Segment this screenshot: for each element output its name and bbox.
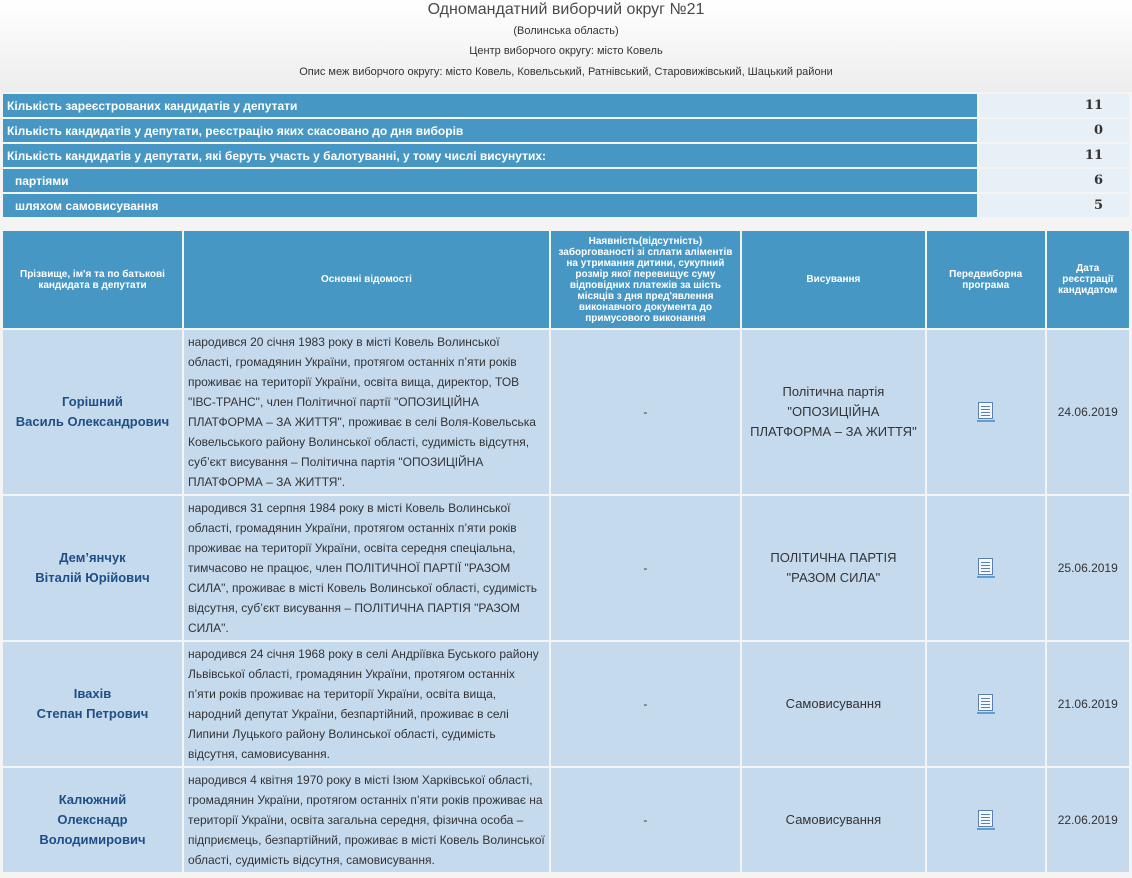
- summary-label: Кількість кандидатів у депутати, які беруть участь у балотуванні, у тому числі висунутих:: [3, 144, 977, 167]
- candidate-surname: Івахів: [73, 686, 112, 701]
- region-subtitle: (Волинська область): [513, 25, 619, 37]
- candidate-given-names: Василь Олександрович: [15, 414, 170, 429]
- program-link[interactable]: [977, 810, 995, 830]
- candidate-info: народився 31 серпня 1984 року в місті Ковель Волинської області, громадянин України, протягом останніх п’яти років проживає на території України, освіта середня спеціальна, тимчасово не працює, член ПОЛІТИЧНОЇ ПАРТІЇ "РАЗОМ СИЛА", проживає в місті Ковель Волинської області, судимість відсутня, суб’єкт висування – ПОЛІТИЧНА ПАРТІЯ "РАЗОМ СИЛА".: [184, 496, 549, 640]
- candidate-nomination: ПОЛІТИЧНА ПАРТІЯ "РАЗОМ СИЛА": [742, 496, 925, 640]
- candidate-info: народився 20 січня 1983 року в місті Ковель Волинської області, громадянин України, протягом останніх п’яти років проживає на території України, освіта вища, директор, ТОВ "ІВС-ТРАНС", член Політичної партії "ОПОЗИЦІЙНА ПЛАТФОРМА – ЗА ЖИТТЯ", проживає в селі Воля-Ковельська Ковельського району Волинської області, судимість відсутня, суб’єкт висування – Політична партія "ОПОЗИЦІЙНА ПЛАТФОРМА – ЗА ЖИТТЯ".: [184, 330, 549, 494]
- summary-row: [3, 169, 1129, 192]
- candidate-debt: -: [551, 768, 740, 872]
- summary-value: 5: [979, 194, 1129, 217]
- registration-date: 21.06.2019: [1047, 642, 1129, 766]
- candidate-debt: -: [551, 330, 740, 494]
- registration-date: 25.06.2019: [1047, 496, 1129, 640]
- column-header-info: Основні відомості: [184, 231, 549, 328]
- candidate-name[interactable]: [3, 768, 182, 872]
- candidate-given-names: Віталій Юрійович: [35, 570, 150, 585]
- candidate-surname: Горішний: [62, 394, 123, 409]
- summary-table: [1, 92, 1131, 219]
- program-link[interactable]: [977, 402, 995, 422]
- document-icon: [978, 694, 993, 711]
- district-bounds: Опис меж виборчого округу: місто Ковель, Ковельський, Ратнівський, Старовижівський, Шацький райони: [299, 66, 833, 78]
- candidate-info: народився 24 січня 1968 року в селі Андріївка Буського району Львівської області, громадянин України, протягом останніх п’яти років проживає на території України, освіта вища, народний депутат України, безпартійний, проживає в селі Липини Луцького району Волинської області, судимість відсутня, самовисування.: [184, 642, 549, 766]
- candidate-nomination: Самовисування: [742, 642, 925, 766]
- program-cell: [927, 330, 1045, 494]
- candidate-name[interactable]: [3, 496, 182, 640]
- candidate-name[interactable]: [3, 642, 182, 766]
- registration-date: 22.06.2019: [1047, 768, 1129, 872]
- summary-value: 11: [979, 94, 1129, 117]
- registration-date: 24.06.2019: [1047, 330, 1129, 494]
- summary-row: [3, 94, 1129, 117]
- table-row: [3, 496, 1129, 640]
- document-icon: [978, 558, 993, 575]
- summary-row: [3, 144, 1129, 167]
- summary-value: 6: [979, 169, 1129, 192]
- district-center: Центр виборчого округу: місто Ковель: [469, 45, 663, 57]
- program-cell: [927, 768, 1045, 872]
- summary-row: [3, 119, 1129, 142]
- candidate-nomination: Самовисування: [742, 768, 925, 872]
- table-row: [3, 642, 1129, 766]
- column-header-debt: Наявність(відсутність) заборгованості зі сплати аліментів на утримання дитини, сукупний розмір якої перевищує суму відповідних платежів за шість місяців з дня пред'явлення виконавчого документа до примусового виконання: [551, 231, 740, 328]
- candidate-surname: Дем’янчук: [59, 550, 126, 565]
- program-cell: [927, 642, 1045, 766]
- candidate-name[interactable]: [3, 330, 182, 494]
- summary-label: Кількість кандидатів у депутати, реєстрацію яких скасовано до дня виборів: [3, 119, 977, 142]
- page-title: Одномандатний виборчий округ №21: [427, 1, 705, 18]
- document-icon: [978, 810, 993, 827]
- candidate-info: народився 4 квітня 1970 року в місті Ізюм Харківської області, громадянин України, протягом останніх п’яти років проживає на території України, освіта загальна середня, фізична особа – підприємець, безпартійний, проживає в місті Ковель Волинської області, судимість відсутня, самовисування.: [184, 768, 549, 872]
- column-header-date: Дата реєстрації кандидатом: [1047, 231, 1129, 328]
- candidate-debt: -: [551, 496, 740, 640]
- program-cell: [927, 496, 1045, 640]
- candidate-nomination: Політична партія "ОПОЗИЦІЙНА ПЛАТФОРМА – ЗА ЖИТТЯ": [742, 330, 925, 494]
- summary-value: 0: [979, 119, 1129, 142]
- table-row: [3, 330, 1129, 494]
- program-link[interactable]: [977, 694, 995, 714]
- summary-label: шляхом самовисування: [3, 194, 977, 217]
- column-header-nomination: Висування: [742, 231, 925, 328]
- summary-label: партіями: [3, 169, 977, 192]
- candidates-table: [1, 229, 1131, 874]
- district-header: [0, 0, 1132, 92]
- candidate-debt: -: [551, 642, 740, 766]
- program-link[interactable]: [977, 558, 995, 578]
- summary-label: Кількість зареєстрованих кандидатів у депутати: [3, 94, 977, 117]
- document-icon: [978, 402, 993, 419]
- summary-value: 11: [979, 144, 1129, 167]
- table-row: [3, 768, 1129, 872]
- candidate-given-names: Степан Петрович: [36, 706, 149, 721]
- column-header-program: Передвиборна програма: [927, 231, 1045, 328]
- candidate-surname: Калюжний: [58, 792, 127, 807]
- column-header-name: Прізвище, ім'я та по батькові кандидата в депутати: [3, 231, 182, 328]
- candidate-given-names: Олекснадр Володимирович: [39, 812, 146, 847]
- summary-row: [3, 194, 1129, 217]
- table-header-row: [3, 231, 1129, 328]
